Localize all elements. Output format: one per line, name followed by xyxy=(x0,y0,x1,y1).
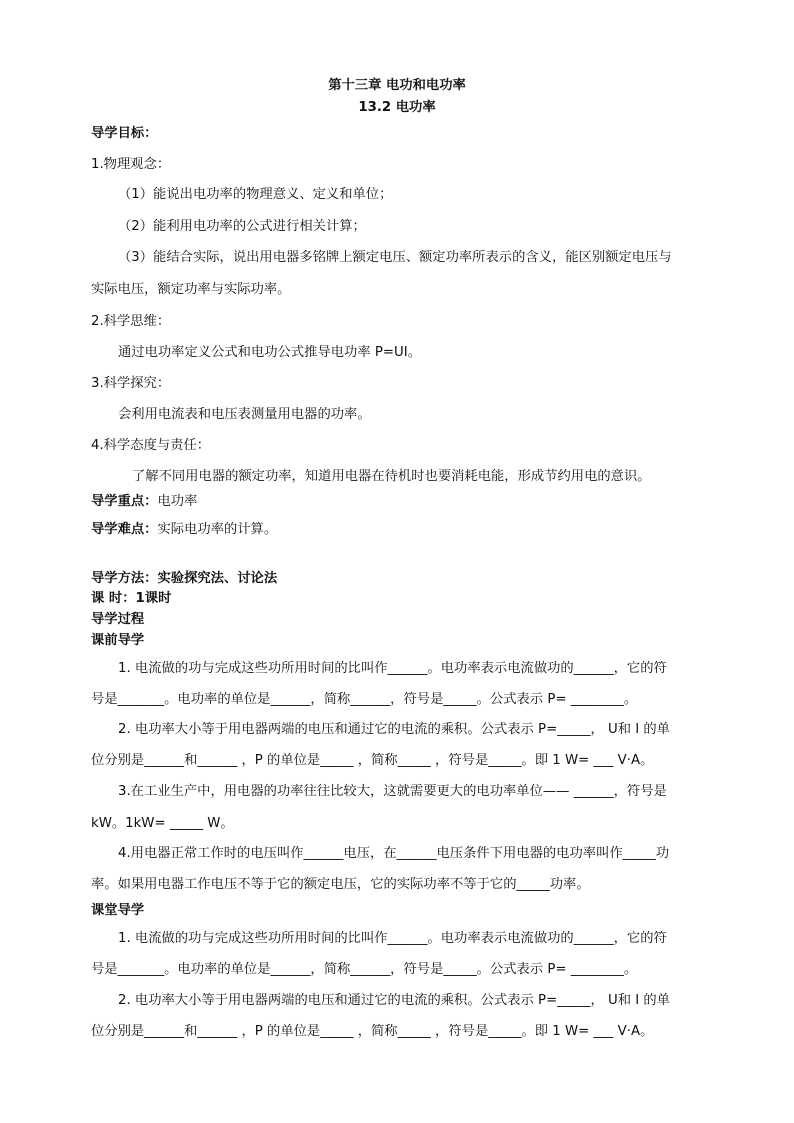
concept-item-3: （3）能结合实际，说出用电器多铭牌上额定电压、额定功率所表示的含义，能区别额定电压与 xyxy=(118,250,672,265)
process-heading: 导学过程 xyxy=(91,612,145,627)
preclass-q1-line2: 号是_______。电功率的单位是______，简称______，符号是_____。公式表示 P= ________。 xyxy=(91,692,638,707)
preclass-q3-line2: kW。1kW= _____ W。 xyxy=(91,816,234,831)
chapter-title: 第十三章 电功和电功率 xyxy=(328,78,466,93)
difficulty-row xyxy=(91,521,277,539)
concept-title: 1.物理观念： xyxy=(91,157,171,172)
focus-text: 电功率 xyxy=(157,494,198,509)
concept-item-2: （2）能利用电功率的公式进行相关计算； xyxy=(118,219,366,234)
difficulty-text: 实际电功率的计算。 xyxy=(157,522,278,537)
inquiry-title: 3.科学探究： xyxy=(91,376,171,391)
preclass-q2-line2: 位分别是______和______ ，P 的单位是_____ ，简称_____ ，符号是_____。即 1 W= ___ V·A。 xyxy=(91,753,654,768)
inclass-q1-line2: 号是_______。电功率的单位是______，简称______，符号是_____。公式表示 P= ________。 xyxy=(91,962,638,977)
goals-heading: 导学目标： xyxy=(91,126,158,141)
preclass-q3-line1: 3.在工业生产中，用电器的功率往往比较大，这就需要更大的电功率单位—— ______，符号是 xyxy=(118,784,667,799)
preclass-q1-line1: 1. 电流做的功与完成这些功所用时间的比叫作______。电功率表示电流做功的______，它的符 xyxy=(118,661,667,676)
inclass-heading: 课堂导学 xyxy=(91,903,145,918)
thinking-text: 通过电功率定义公式和电功公式推导电功率 P=UI。 xyxy=(118,345,421,360)
hours-line: 课 时：1课时 xyxy=(91,591,172,606)
inclass-q2-line1: 2. 电功率大小等于用电器两端的电压和通过它的电流的乘积。公式表示 P=_____， U和 I 的单 xyxy=(118,993,670,1008)
concept-item-1: （1）能说出电功率的物理意义、定义和单位； xyxy=(118,187,393,202)
inclass-q2-line2: 位分别是______和______ ，P 的单位是_____ ，简称_____ ，符号是_____。即 1 W= ___ V·A。 xyxy=(91,1024,654,1039)
concept-item-3-cont: 实际电压，额定功率与实际功率。 xyxy=(91,282,291,297)
difficulty-label: 导学难点： xyxy=(91,522,158,537)
preclass-q4-line2: 率。如果用电器工作电压不等于它的额定电压，它的实际功率不等于它的_____功率。 xyxy=(91,877,590,892)
focus-row xyxy=(91,493,197,511)
preclass-q4-line1: 4.用电器正常工作时的电压叫作______电压，在______电压条件下用电器的电功率叫作_____功 xyxy=(118,846,670,861)
section-title: 13.2 电功率 xyxy=(358,100,436,115)
thinking-title: 2.科学思维： xyxy=(91,314,171,329)
focus-label: 导学重点： xyxy=(91,494,158,509)
inquiry-text: 会利用电流表和电压表测量用电器的功率。 xyxy=(118,407,371,422)
preclass-q2-line1: 2. 电功率大小等于用电器两端的电压和通过它的电流的乘积。公式表示 P=_____， U和 I 的单 xyxy=(118,722,670,737)
method-line: 导学方法：实验探究法、讨论法 xyxy=(91,571,278,586)
preclass-heading: 课前导学 xyxy=(91,633,145,648)
inclass-q1-line1: 1. 电流做的功与完成这些功所用时间的比叫作______。电功率表示电流做功的______，它的符 xyxy=(118,931,667,946)
attitude-text: 了解不同用电器的额定功率，知道用电器在待机时也要消耗电能，形成节约用电的意识。 xyxy=(132,469,651,484)
attitude-title: 4.科学态度与责任： xyxy=(91,438,211,453)
